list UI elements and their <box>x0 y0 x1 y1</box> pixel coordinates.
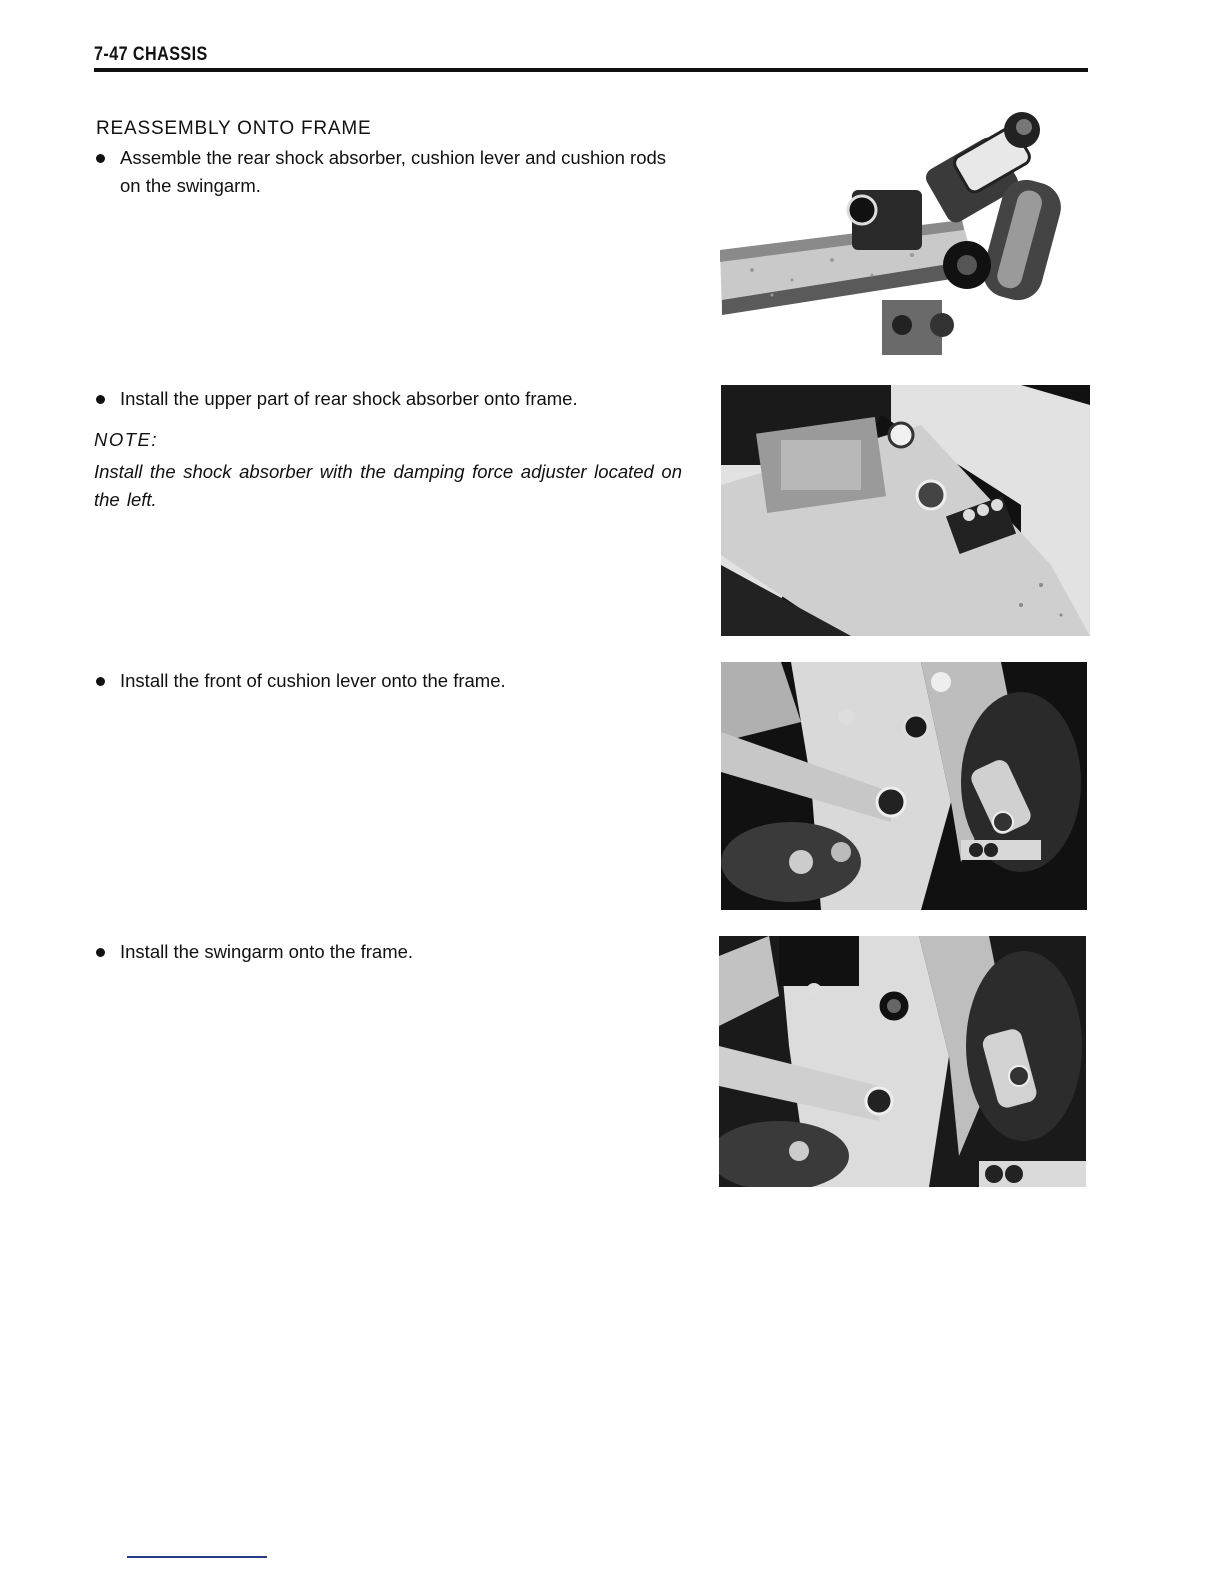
photo-swingarm-onto-frame <box>719 936 1086 1187</box>
step-3 <box>96 667 691 695</box>
note-body: Install the shock absorber with the damping force adjuster located on the left. <box>94 461 682 510</box>
note-label: NOTE: <box>94 429 159 450</box>
photo-cushion-lever-front <box>721 662 1087 910</box>
step-4 <box>96 938 691 966</box>
bullet-icon <box>96 154 105 163</box>
step-2 <box>96 385 691 413</box>
bullet-icon <box>96 677 105 686</box>
photo-shock-on-swingarm <box>712 110 1092 365</box>
step-1 <box>96 144 691 200</box>
page-header <box>94 44 1088 74</box>
photo-upper-shock-mount <box>721 385 1090 636</box>
step-3-text: Install the front of cushion lever onto the frame. <box>120 670 506 691</box>
bullet-icon <box>96 395 105 404</box>
step-2-text: Install the upper part of rear shock absorber onto frame. <box>120 388 578 409</box>
footer-rule <box>127 1556 267 1558</box>
bullet-icon <box>96 948 105 957</box>
section-heading: REASSEMBLY ONTO FRAME <box>96 118 372 139</box>
step-4-text: Install the swingarm onto the frame. <box>120 941 414 962</box>
page-number-and-chapter: 7-47 CHASSIS <box>94 44 208 65</box>
header-rule <box>94 68 1088 72</box>
step-1-text: Assemble the rear shock absorber, cushion lever and cushion rods on the swingarm. <box>120 147 667 196</box>
